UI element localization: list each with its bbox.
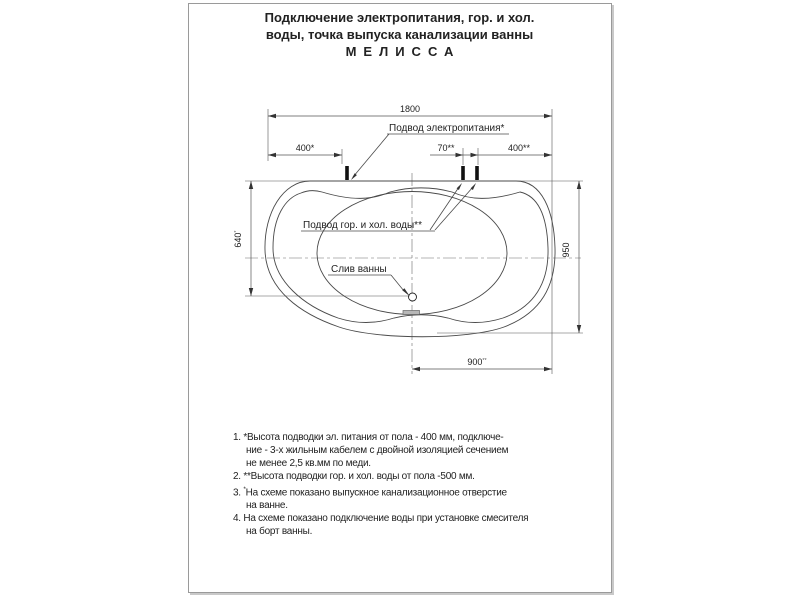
dim-overall-length: 1800	[399, 104, 421, 114]
note-3-line-1: 3. *На схеме показано выпускное канализационное отверстие	[233, 486, 507, 499]
bathtub-top-view	[265, 181, 555, 337]
installation-drawing	[210, 95, 600, 405]
dim-drain-from-top: 640*	[233, 230, 243, 248]
note-2: 2. **Высота подводки гор. и хол. воды от пола -500 мм.	[233, 471, 475, 482]
note-4-line-2: на борт ванны.	[246, 526, 313, 538]
dim-drain-from-center: 900**	[467, 357, 487, 367]
note-1-line-1: 1. *Высота подводки эл. питания от пола - 400 мм, подключе-	[233, 432, 504, 443]
dim-pipes-spacing: 70**	[437, 143, 455, 153]
power-supply-callout	[345, 123, 509, 180]
notes-block	[233, 431, 605, 538]
note-3-line-2: на ванне.	[246, 500, 288, 512]
dim-electro-from-left: 400*	[295, 143, 315, 153]
drain-point	[409, 293, 417, 301]
title-line-1: Подключение электропитания, гор. и хол.	[264, 10, 535, 25]
cold-water-connection-mark	[475, 166, 479, 180]
drain-callout	[328, 264, 417, 301]
drain-label: Слив ванны	[331, 264, 387, 275]
centerlines	[245, 173, 581, 374]
title-line-2: воды, точка выпуска канализации ванны	[265, 27, 534, 42]
note-4-line-1: 4. На схеме показано подключение воды при установке смесителя	[233, 513, 529, 525]
dim-overall-width: 950	[561, 242, 571, 258]
water-supply-label: Подвод гор. и хол. воды**	[303, 220, 422, 231]
power-supply-label: Подвод электропитания*	[389, 123, 505, 134]
note-1-line-2: ние - 3-х жильным кабелем с двойной изоляцией сечением	[246, 445, 509, 456]
sheet-title	[188, 9, 611, 60]
title-model-name: МЕЛИССА	[345, 44, 461, 59]
power-connection-mark	[345, 166, 349, 180]
overflow-slot	[403, 311, 420, 315]
dim-pipes-from-right: 400**	[507, 143, 531, 153]
hot-water-connection-mark	[461, 166, 465, 180]
note-1-line-3: не менее 2,5 кв.мм по меди.	[246, 458, 371, 469]
water-supply-callout	[301, 166, 479, 231]
